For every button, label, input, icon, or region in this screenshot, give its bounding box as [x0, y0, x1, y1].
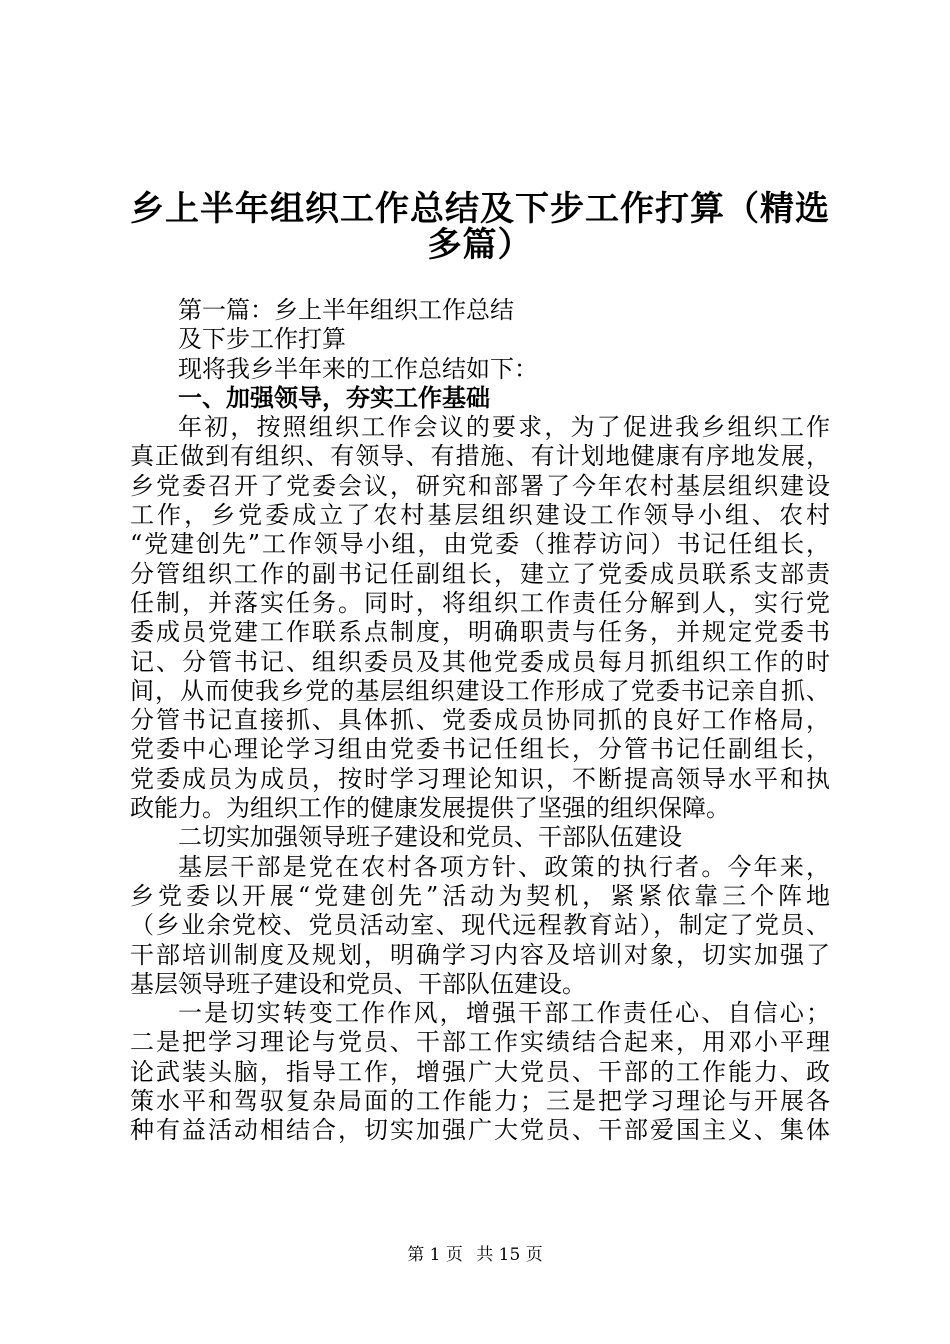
body-line: 二切实加强领导班子建设和党员、干部队伍建设 — [178, 823, 682, 852]
body-line: 一、加强领导，夯实工作基础 — [178, 383, 490, 412]
body-line: 基层干部是党在农村各项方针、政策的执行者。今年来， — [178, 852, 830, 881]
body-line: 年初，按照组织工作会议的要求，为了促进我乡组织工作 — [178, 413, 830, 442]
body-line: 乡党委以开展“党建创先”活动为契机，紧紧依靠三个阵地 — [130, 881, 830, 910]
body-line: 二是把学习理论与党员、干部工作实绩结合起来，用邓小平理 — [130, 1028, 830, 1057]
page-number: 第 1 页 — [407, 1245, 463, 1265]
body-line: 现将我乡半年来的工作总结如下： — [178, 354, 538, 383]
body-line: 党委中心理论学习组由党委书记任组长，分管书记任副组长， — [130, 735, 830, 764]
body-line: 分管组织工作的副书记任副组长，建立了党委成员联系支部责 — [130, 559, 830, 588]
page-total: 共 15 页 — [476, 1245, 543, 1265]
body-line: 工作，乡党委成立了农村基层组织建设工作领导小组、农村 — [130, 501, 830, 530]
body-line: 种有益活动相结合，切实加强广大党员、干部爱国主义、集体 — [130, 1116, 830, 1145]
document-title-line-1: 乡上半年组织工作总结及下步工作打算（精选 — [130, 189, 830, 229]
body-line: （乡业余党校、党员活动室、现代远程教育站），制定了党员、 — [130, 911, 830, 940]
body-line: 干部培训制度及规划，明确学习内容及培训对象，切实加强了 — [130, 940, 830, 969]
body-line: 第一篇：乡上半年组织工作总结 — [178, 296, 514, 324]
body-line: 真正做到有组织、有领导、有措施、有计划地健康有序地发展， — [130, 442, 830, 471]
body-line: 及下步工作打算 — [178, 325, 346, 354]
body-line: 委成员党建工作联系点制度，明确职责与任务，并规定党委书 — [130, 618, 830, 647]
body-line: 乡党委召开了党委会议，研究和部署了今年农村基层组织建设 — [130, 471, 830, 500]
body-line: 记、分管书记、组织委员及其他党委成员每月抓组织工作的时 — [130, 647, 830, 676]
body-line: 政能力。为组织工作的健康发展提供了坚强的组织保障。 — [130, 794, 730, 823]
page-footer — [0, 1243, 950, 1267]
body-line: 策水平和驾驭复杂局面的工作能力；三是把学习理论与开展各 — [130, 1087, 830, 1116]
body-line: 任制，并落实任务。同时，将组织工作责任分解到人，实行党 — [130, 588, 830, 617]
body-line: 分管书记直接抓、具体抓、党委成员协同抓的良好工作格局， — [130, 706, 830, 735]
body-line: 基层领导班子建设和党员、干部队伍建设。 — [130, 969, 586, 998]
body-line: 党委成员为成员，按时学习理论知识，不断提高领导水平和执 — [130, 764, 830, 793]
body-line: 一是切实转变工作作风，增强干部工作责任心、自信心； — [178, 999, 830, 1028]
body-line: 论武装头脑，指导工作，增强广大党员、干部的工作能力、政 — [130, 1057, 830, 1086]
document-body — [130, 296, 830, 1146]
body-line: 间，从而使我乡党的基层组织建设工作形成了党委书记亲自抓、 — [130, 676, 830, 705]
body-line: “党建创先”工作领导小组，由党委（推荐访问）书记任组长， — [130, 530, 830, 559]
document-title-line-2: 多篇） — [427, 225, 533, 265]
